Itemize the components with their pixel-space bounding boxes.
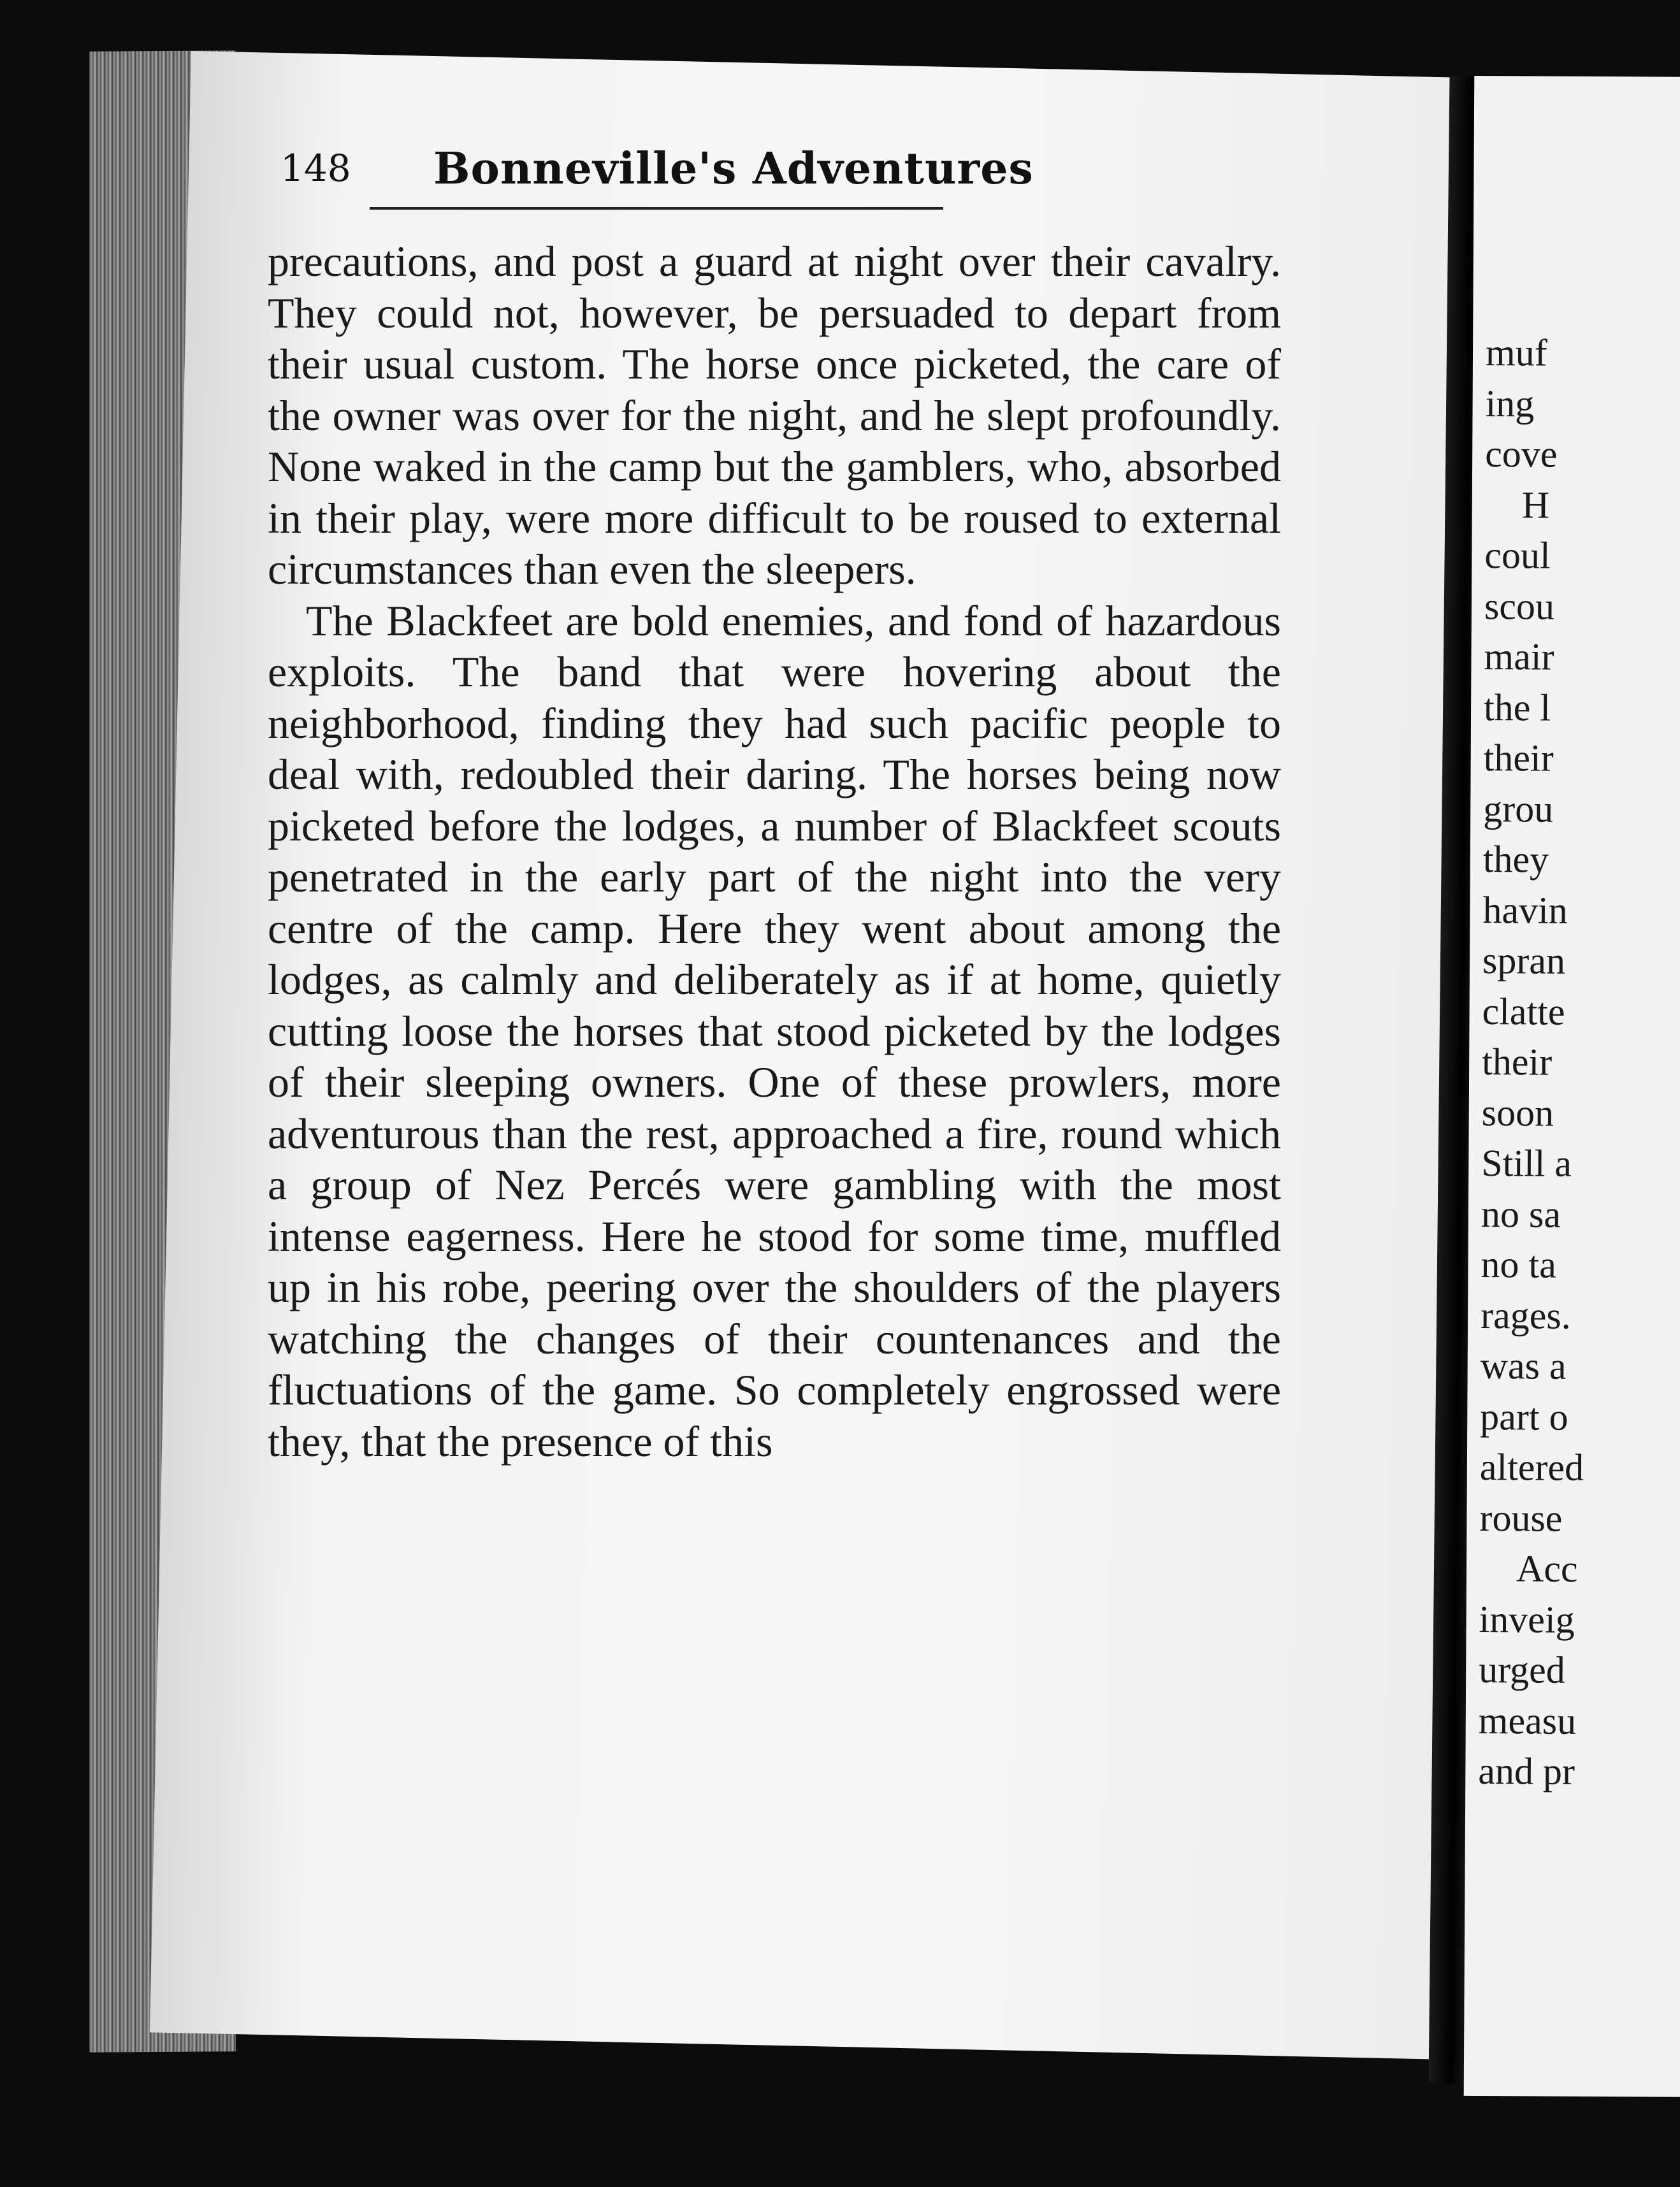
text-line: Acc — [1516, 1547, 1578, 1590]
text-line: H — [1521, 483, 1550, 526]
body-text — [268, 236, 1281, 1467]
text-line: the l — [1483, 686, 1551, 729]
text-line: urged — [1479, 1649, 1565, 1691]
text-line: no sa — [1481, 1192, 1561, 1236]
text-line: soon — [1481, 1091, 1554, 1134]
paragraph: precautions, and post a guard at night over their cavalry. They could not, however, be persuaded to depart from their usual custom. The horse once picketed, the care of the owner was over for the night, and he slept profoundly. None waked in the camp but the gamblers, who, absorbed in their play, were more difficult to be roused to external circumstances than even the sleepers. — [268, 237, 1281, 593]
right-page-text — [1478, 328, 1680, 1798]
text-line: rages. — [1480, 1294, 1571, 1337]
running-head: Bonneville's Adventures — [433, 143, 1034, 194]
text-line: havin — [1482, 888, 1568, 932]
right-page — [1464, 76, 1680, 2097]
page-number: 148 — [280, 147, 351, 190]
text-line: cove — [1485, 433, 1558, 475]
text-line: coul — [1484, 534, 1551, 577]
text-line: inveig — [1479, 1598, 1575, 1641]
text-line: and pr — [1478, 1750, 1575, 1793]
text-line: measu — [1478, 1699, 1577, 1742]
text-line: they — [1482, 838, 1549, 881]
text-line: grou — [1483, 787, 1554, 830]
text-line: Still a — [1481, 1142, 1572, 1185]
text-line: spran — [1482, 939, 1566, 982]
text-line: mair — [1484, 635, 1554, 678]
text-line: no ta — [1481, 1243, 1557, 1286]
text-line: scou — [1484, 584, 1555, 628]
text-line: their — [1482, 1041, 1553, 1083]
text-line: altered — [1479, 1446, 1584, 1489]
paragraph: The Blackfeet are bold enemies, and fond of hazardous exploits. The band that were hovering about the neighborhood, finding they had such pacific people to deal with, redoubled their daring. The horses being now picketed before the lodges, a number of Blackfeet scouts penetrated in the early part of the night into the very centre of the camp. Here they went about among the lodges, as calmly and deliberately as if at home, quietly cutting loose the horses that stood picketed by the lodges of their sleeping owners. One of these prowlers, more adventurous than the rest, approached a fire, round which a group of Nez Percés were gambling with the most intense eagerness. Here he stood for some time, muffled up in his robe, peering over the shoulders of the players watching the changes of their countenances and the fluctuations of the game. So completely engrossed were they, that the presence of this — [268, 596, 1281, 1466]
header-rule — [370, 207, 943, 210]
text-line: muf — [1485, 331, 1547, 374]
text-line: rouse — [1479, 1496, 1563, 1540]
text-line: their — [1483, 737, 1554, 779]
text-line: clatte — [1482, 990, 1565, 1033]
text-line: part o — [1480, 1395, 1568, 1438]
text-line: was a — [1480, 1345, 1567, 1387]
text-line: ing — [1485, 382, 1535, 424]
